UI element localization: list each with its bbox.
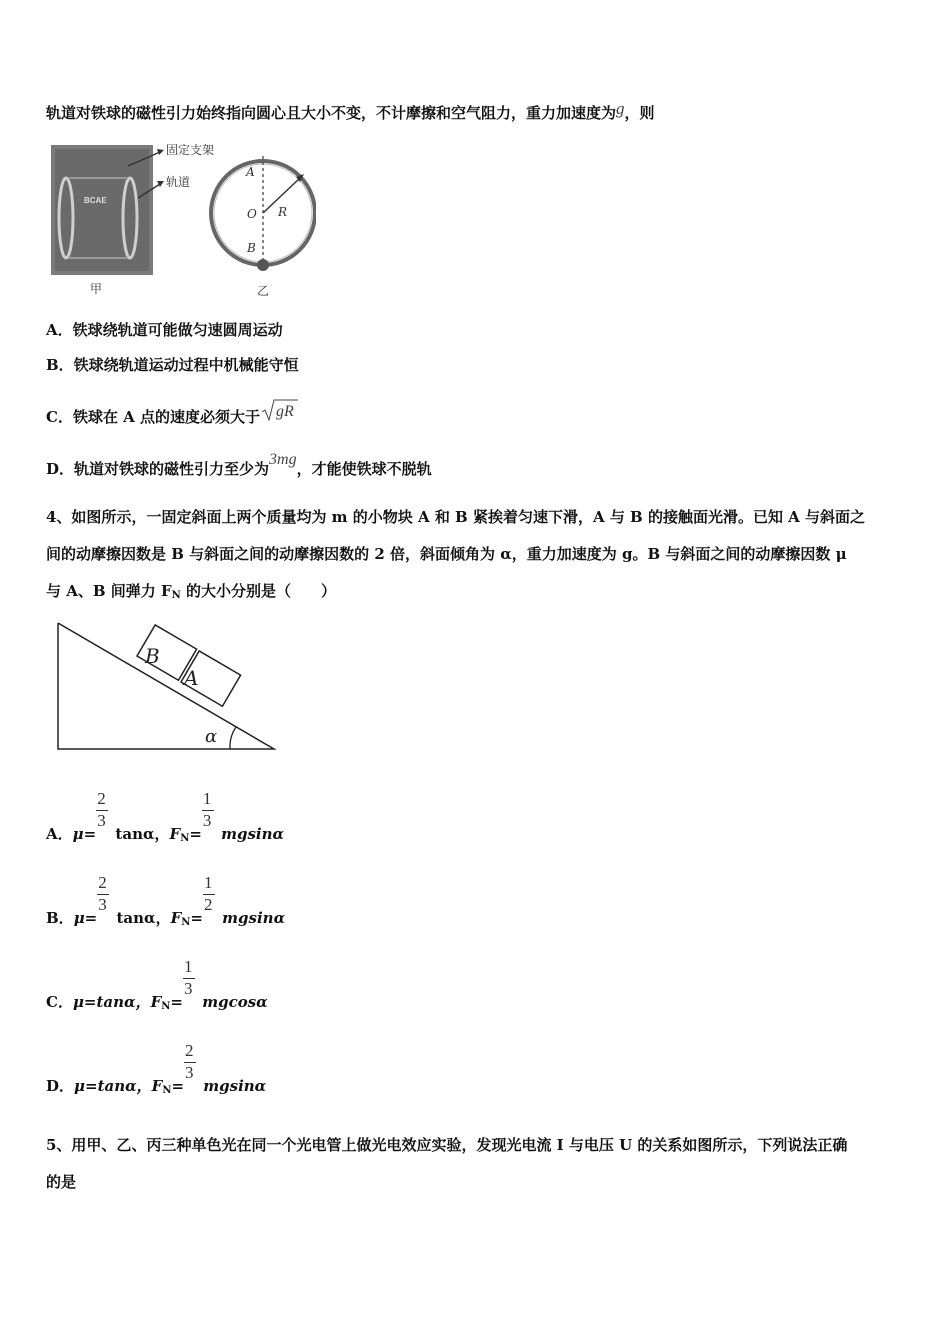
svg-text:乙: 乙	[257, 284, 270, 298]
svg-text:B: B	[247, 241, 256, 255]
sqrt-symbol	[260, 398, 298, 424]
q4-option-a: A．μ= $\frac{2}{3}$ tanα，$F_N=$ $\frac{1}{3}$ mgsinα	[46, 789, 285, 844]
svg-text:A: A	[184, 666, 199, 690]
q4-option-d: D．μ=tanα，$F_N=$ $\frac{2}{3}$ mgsinα	[46, 1041, 267, 1096]
fraction: $\frac{2}{3}$	[96, 823, 110, 839]
fraction: $\frac{1}{3}$	[202, 823, 216, 839]
q5-stem-line2: 的是	[46, 1173, 77, 1191]
q4-option-b: B．μ= $\frac{2}{3}$ tanα，$F_N=$ $\frac{1}{2}$ mgsinα	[46, 873, 286, 928]
iron-ball	[257, 259, 269, 271]
svg-text:α: α	[205, 726, 218, 747]
q4-option-c: C．μ=tanα，$F_N=$ $\frac{1}{3}$ mgcosα	[46, 957, 268, 1012]
svg-text:甲: 甲	[90, 282, 103, 296]
intro-line: 轨道对铁球的磁性引力始终指向圆心且大小不变，不计摩擦和空气阻力，重力加速度为g，则	[46, 99, 655, 122]
track-figure-svg	[46, 138, 316, 300]
figure-incline	[50, 615, 282, 755]
svg-text:R: R	[278, 205, 288, 219]
figure-track	[46, 138, 316, 300]
q4-stem-line2: 间的动摩擦因数是 B 与斜面之间的动摩擦因数的 2 倍，斜面倾角为 α，重力加速度为 g。B 与斜面之间的动摩擦因数 μ	[46, 545, 847, 563]
svg-text:A: A	[246, 165, 255, 179]
q3-option-c: C．铁球在 A 点的速度必须大于 gR	[46, 398, 298, 427]
svg-text:轨道: 轨道	[166, 175, 191, 189]
q3-option-b: B．铁球绕轨道运动过程中机械能守恒	[46, 356, 299, 374]
fraction: $\frac{1}{3}$	[183, 991, 197, 1007]
q3-option-d: D．轨道对铁球的磁性引力至少为3mg，才能使铁球不脱轨	[46, 451, 432, 478]
fraction: $\frac{1}{2}$	[203, 907, 217, 923]
svg-text:B: B	[145, 644, 160, 668]
svg-text:固定支架: 固定支架	[166, 143, 215, 157]
fraction: $\frac{2}{3}$	[97, 907, 111, 923]
q3-option-a: A．铁球绕轨道可能做匀速圆周运动	[46, 321, 283, 339]
angle-arc	[230, 727, 236, 749]
incline-svg	[50, 615, 282, 755]
svg-text:O: O	[247, 207, 257, 221]
fraction: $\frac{2}{3}$	[184, 1075, 198, 1091]
svg-text:BCAE: BCAE	[84, 196, 107, 205]
q4-stem-line3: 与 A、B 间弹力 $F_N$ 的大小分别是（ ）	[46, 582, 337, 601]
q5-stem-line1: 5、用甲、乙、丙三种单色光在同一个光电管上做光电效应实验，发现光电流 I 与电压 U 的关系如图所示，下列说法正确	[46, 1136, 848, 1154]
svg-text:gR: gR	[276, 403, 294, 420]
q4-stem-line1: 4、如图所示，一固定斜面上两个质量均为 m 的小物块 A 和 B 紧挨着匀速下滑，A 与 B 的接触面光滑。已知 A 与斜面之	[46, 508, 866, 526]
